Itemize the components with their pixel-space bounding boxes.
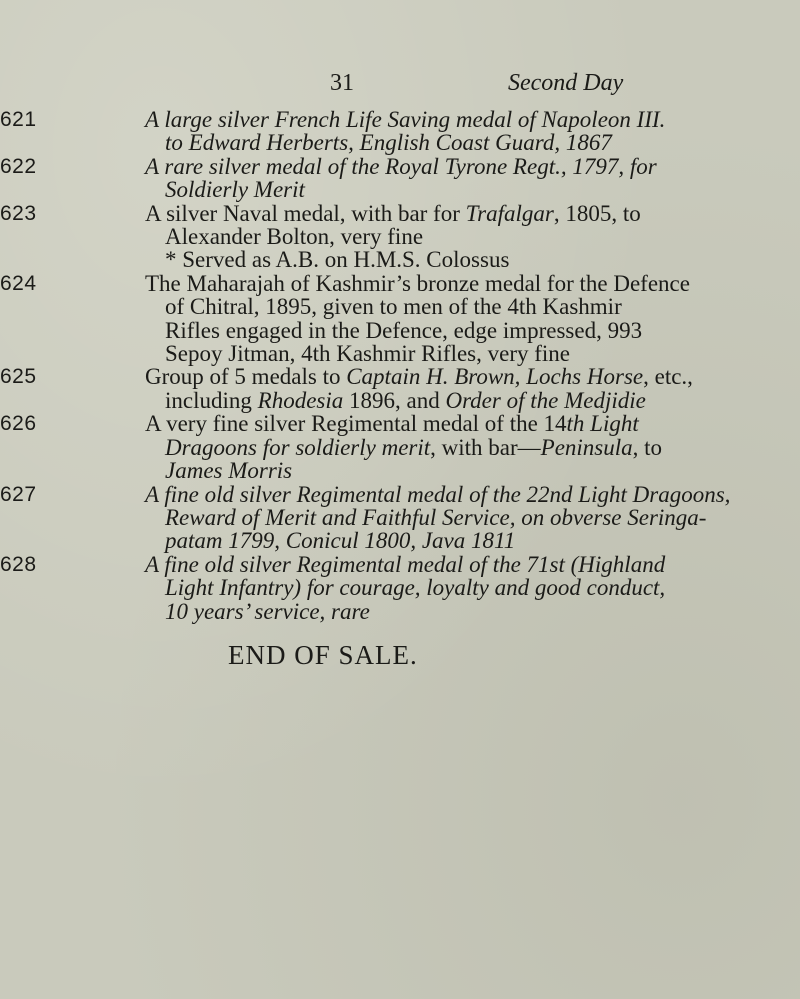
lot-text-segment: , etc.,: [643, 364, 693, 390]
page-header: [0, 70, 800, 104]
lot-description: [145, 553, 778, 623]
lot-note: * Served as A.B. on H.M.S. Colossus: [165, 247, 510, 273]
lot-number: 623: [0, 201, 37, 225]
lot-621: [0, 108, 800, 155]
lot-text-segment: Order of the Medjidie: [445, 387, 646, 413]
lot-line: patam 1799, Conicul 1800, Java 1811: [165, 528, 516, 554]
lot-text-segment: , to: [632, 434, 663, 460]
lot-number: 624: [0, 271, 37, 295]
lot-line: A fine old silver Regimental medal of the 22nd Light Dragoons,: [145, 481, 731, 507]
lot-description: [145, 108, 778, 155]
lot-line: Light Infantry) for courage, loyalty and good conduct,: [165, 575, 666, 601]
lot-text-segment: including: [165, 387, 258, 413]
lot-line: The Maharajah of Kashmir’s bronze medal for the Defence: [145, 270, 690, 296]
end-of-sale-notice: END OF SALE.: [228, 640, 418, 670]
lot-text-segment: Dragoons for soldierly merit: [165, 434, 431, 460]
lot-text-segment: James Morris: [165, 458, 293, 484]
lot-description: [145, 155, 778, 202]
page-number: 31: [330, 70, 354, 96]
lot-text-segment: Peninsula: [540, 434, 633, 460]
lot-list: [0, 108, 800, 623]
lot-text-segment: Rhodesia: [257, 387, 344, 413]
lot-627: [0, 483, 800, 553]
lot-number: 625: [0, 365, 37, 389]
lot-622: [0, 155, 800, 202]
lot-623: [0, 202, 800, 272]
lot-628: [0, 553, 800, 623]
lot-text-segment: Captain H. Brown, Lochs Horse: [346, 364, 644, 390]
lot-text-segment: , with bar—: [430, 434, 541, 460]
lot-description: [145, 483, 778, 553]
lot-number: 621: [0, 108, 37, 131]
lot-text-segment: Trafalgar: [465, 200, 554, 226]
lot-text-segment: A very fine silver Regimental medal of the 14: [145, 411, 567, 437]
lot-line: Soldierly Merit: [165, 177, 305, 203]
lot-line: of Chitral, 1895, given to men of the 4th Kashmir: [165, 294, 622, 320]
lot-text-segment: 1896, and: [343, 387, 446, 413]
lot-text-segment: A silver Naval medal, with bar for: [145, 200, 466, 226]
lot-line: Sepoy Jitman, 4th Kashmir Rifles, very fine: [165, 341, 570, 367]
lot-line: A fine old silver Regimental medal of the 71st (Highland: [145, 551, 666, 577]
lot-624: [0, 272, 800, 366]
lot-number: 626: [0, 412, 37, 436]
lot-line: Alexander Bolton, very fine: [165, 224, 424, 250]
lot-description: [145, 412, 778, 482]
lot-number: 627: [0, 482, 37, 506]
lot-line: A rare silver medal of the Royal Tyrone Regt., 1797, for: [145, 153, 657, 179]
lot-line: Rifles engaged in the Defence, edge impressed, 993: [165, 317, 643, 343]
lot-description: [145, 365, 778, 412]
running-title: Second Day: [508, 70, 624, 96]
lot-text-segment: Group of 5 medals to: [145, 364, 347, 390]
lot-line: to Edward Herberts, English Coast Guard, 1867: [165, 130, 612, 156]
lot-line: 10 years’ service, rare: [165, 598, 370, 624]
lot-number: 622: [0, 154, 37, 178]
lot-description: [145, 272, 778, 366]
lot-line: Reward of Merit and Faithful Service, on obverse Seringa-: [165, 504, 707, 530]
lot-number: 628: [0, 552, 37, 576]
lot-text-segment: th Light: [566, 411, 639, 437]
lot-line: A large silver French Life Saving medal of Napoleon III.: [145, 107, 666, 132]
lot-625: [0, 365, 800, 412]
lot-626: [0, 412, 800, 482]
lot-description: [145, 202, 778, 272]
lot-text-segment: , 1805, to: [553, 200, 641, 226]
